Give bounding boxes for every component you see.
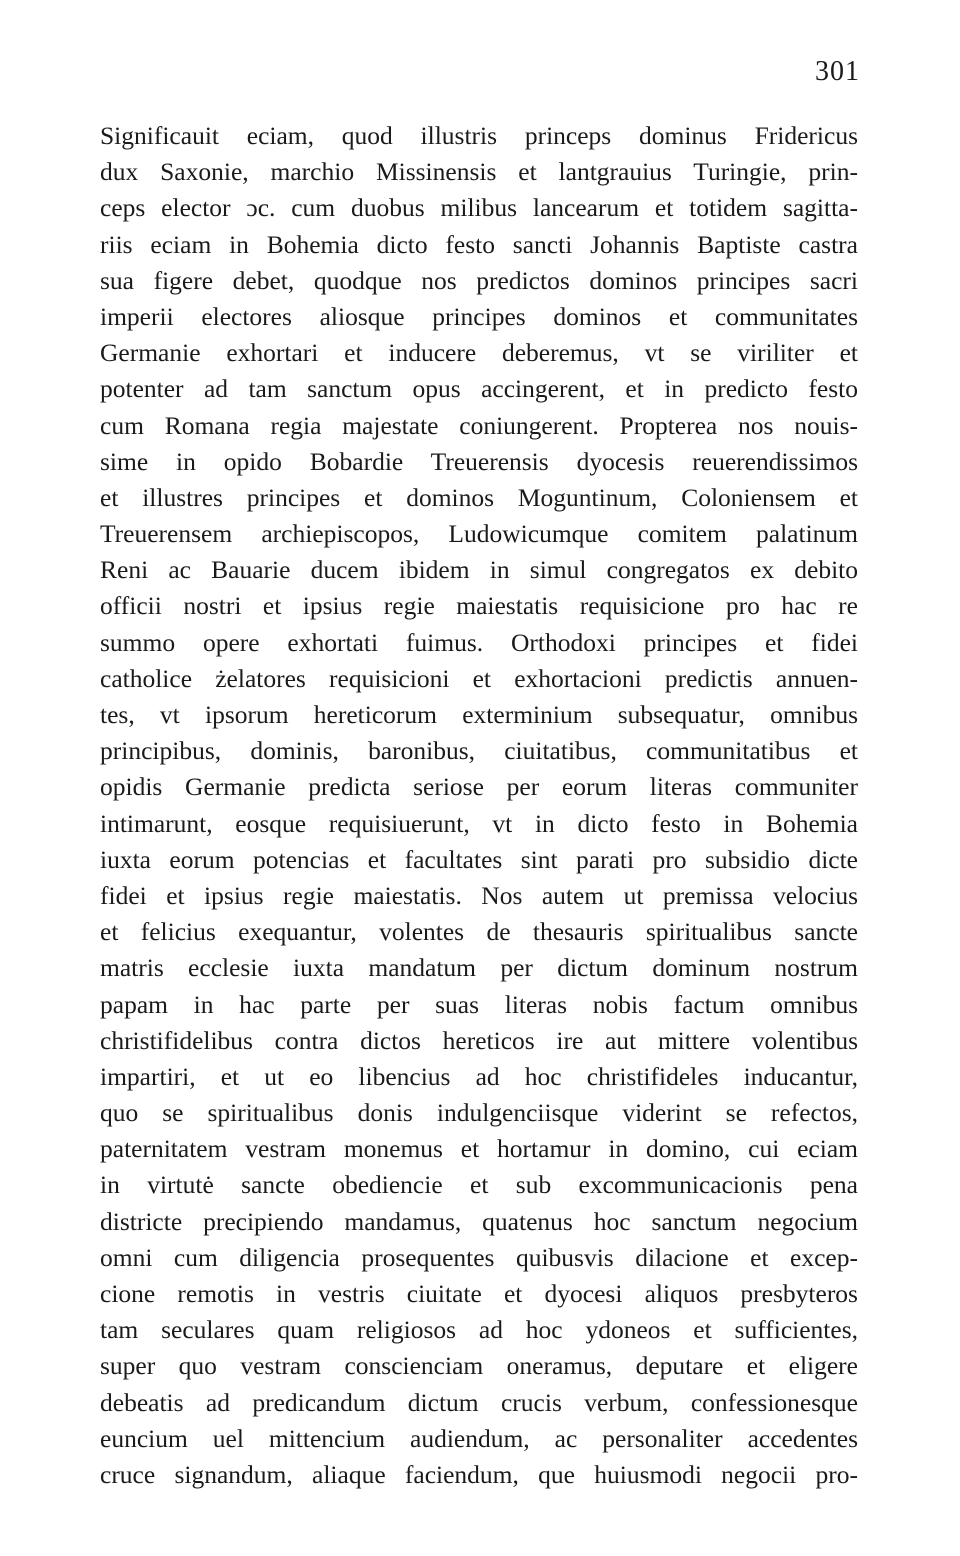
text-line: officii nostri et ipsius regie maiestatis requisicione pro hac re [100,591,858,621]
text-line: intimarunt, eosque requisiuerunt, vt in dicto festo in Bohemia [100,808,858,838]
body-text [100,118,858,1493]
text-line: euncium uel mittencium audiendum, ac personaliter accedentes [100,1423,858,1453]
text-line: paternitatem vestram monemus et hortamur in domino, cui eciam [100,1134,858,1164]
text-line: Significauit eciam, quod illustris princeps dominus Fridericus [100,121,858,150]
text-line: catholice żelatores requisicioni et exhortacioni predictis annuen- [100,663,858,693]
text-line: Reni ac Bauarie ducem ibidem in simul congregatos ex debito [100,555,858,585]
text-line: Germanie exhortari et inducere deberemus, vt se viriliter et [100,338,858,368]
text-line: christifidelibus contra dictos hereticos ire aut mittere volentibus [100,1025,858,1055]
text-line: quo se spiritualibus donis indulgenciisque viderint se refectos, [100,1098,858,1128]
text-line: fidei et ipsius regie maiestatis. Nos autem ut premissa velocius [100,880,858,910]
text-line: et illustres principes et dominos Moguntinum, Coloniensem et [100,482,858,512]
text-line: super quo vestram conscienciam oneramus, deputare et eligere [100,1351,858,1381]
text-line: in virtutė sancte obediencie et sub excommunicacionis pena [100,1170,858,1200]
text-line: cruce signandum, aliaque faciendum, que huiusmodi negocii pro- [100,1459,858,1489]
text-line: tam seculares quam religiosos ad hoc ydoneos et sufficientes, [100,1315,858,1345]
text-line: sime in opido Bobardie Treuerensis dyocesis reuerendissimos [100,446,858,476]
text-line: ceps elector ɔc. cum duobus milibus lancearum et totidem sagitta- [100,193,858,223]
text-line: summo opere exhortati fuimus. Orthodoxi principes et fidei [100,627,858,657]
text-line: districte precipiendo mandamus, quatenus hoc sanctum negocium [100,1206,858,1236]
text-line: cione remotis in vestris ciuitate et dyocesi aliquos presbyteros [100,1279,858,1308]
text-line: opidis Germanie predicta seriose per eorum literas communiter [100,772,858,802]
text-line: tes, vt ipsorum hereticorum exterminium subsequatur, omnibus [100,700,858,729]
text-line: omni cum diligencia prosequentes quibusvis dilacione et excep- [100,1242,858,1272]
text-line: impartiri, et ut eo libencius ad hoc christifideles inducantur, [100,1061,858,1091]
text-line: et felicius exequantur, volentes de thesauris spiritualibus sancte [100,917,858,947]
text-line: principibus, dominis, baronibus, ciuitatibus, communitatibus et [100,736,858,766]
text-line: iuxta eorum potencias et facultates sint parati pro subsidio dicte [100,844,858,874]
text-line: matris ecclesie iuxta mandatum per dictum dominum nostrum [100,953,858,983]
text-line: Treuerensem archiepiscopos, Ludowicumque comitem palatinum [100,519,858,549]
text-line: imperii electores aliosque principes dominos et communitates [100,301,858,331]
text-line: potenter ad tam sanctum opus accingerent, et in predicto festo [100,374,858,404]
text-line: cum Romana regia majestate coniungerent. Propterea nos nouis- [100,410,858,440]
text-line: debeatis ad predicandum dictum crucis verbum, confessionesque [100,1387,858,1417]
text-line: riis eciam in Bohemia dicto festo sancti Johannis Baptiste castra [100,229,858,259]
text-line: papam in hac parte per suas literas nobis factum omnibus [100,989,858,1019]
page-number: 301 [815,56,860,87]
text-line: dux Saxonie, marchio Missinensis et lantgrauius Turingie, prin- [100,157,858,187]
text-line: sua figere debet, quodque nos predictos dominos principes sacri [100,265,858,295]
